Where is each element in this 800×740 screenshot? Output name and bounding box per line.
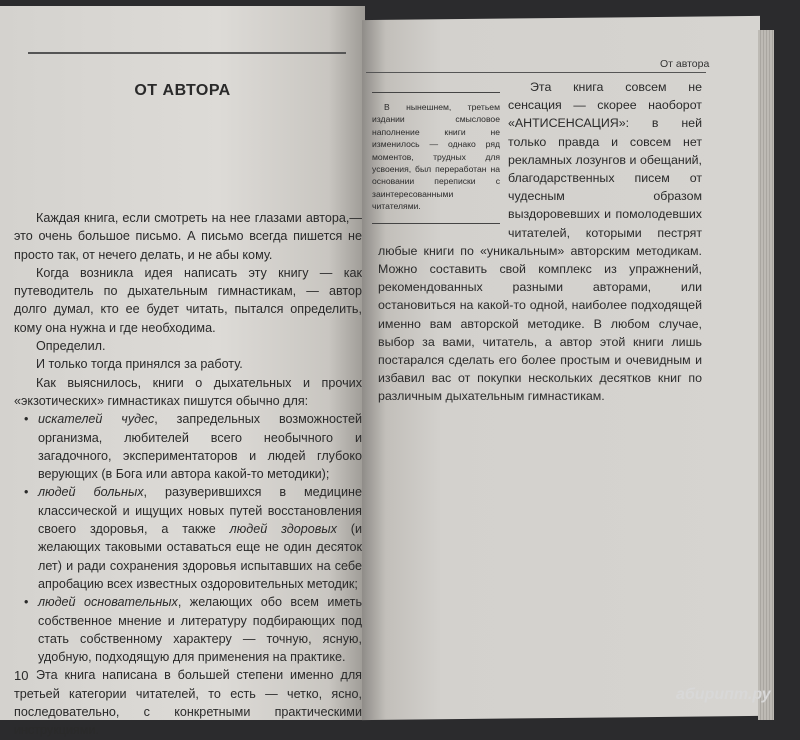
list-item-text: (и желающих таковыми оставаться еще не один десяток лет) и ради сохранения здоровья испытавших на себе апробацию всех известных оздоровительных методик;	[38, 522, 362, 591]
list-item-text: , запредельных возможностей организма, любителей всего необычного и загадочного, экспериментаторов и людей глубоко верующих (в Бога или автора какой-то методики);	[38, 412, 363, 482]
paragraph: Эта книга написана в большей степени именно для третьей категории читателей, то есть — четко, ясно, последовательно, с конкретными практическими инструкциями.	[14, 668, 362, 738]
list-item-emphasis: искателей чудес	[38, 412, 155, 427]
left-page-text	[14, 209, 362, 740]
paragraph: Как выяснилось, книги о дыхательных и прочих «экзотических» гимнастиках пишутся обычно для:	[14, 375, 362, 408]
left-page	[0, 6, 365, 738]
list-item-text: , желающих обо всем иметь собственное мнение и литературу подбирающих под стать собственному характеру — точную, ясную, удобную, подходящую для применения на практике.	[38, 595, 363, 665]
list-item-emphasis: людей здоровых	[229, 522, 337, 537]
list-item-text: , разуверившихся в медицине классической и ищущих новых путей восстановления своего здоровья, а также	[38, 485, 362, 537]
paragraph: Эта книга совсем не сенсация — скорее наоборот «АНТИСЕНСАЦИЯ»: в ней только правда и совсем нет рекламных лозунгов и обещаний, благодарственных писем от чудесным образом выздоровевших и помолодевших читателей, которыми пестрят любые книги по «уникальным» авторским методикам. Можно составить свой комплекс из упражнений, рекомендованных разными авторами, или остановиться на какой-то одной, наиболее подходящей именно вам авторской методике. В любом случае, выбор за вами, читатель, а автор этой книги лишь постарался сделать его более простым и очевидным и избавил вас от покупки нескольких десятков книг по различным дыхательным гимнастикам.	[378, 80, 702, 404]
page-number: 10	[14, 668, 29, 683]
paragraph: Каждая книга, если смотреть на нее глазами автора,— это очень большое письмо. А письмо всегда пишется не просто так, от нечего делать, и не абы кому.	[14, 211, 362, 262]
page-edges	[758, 30, 774, 720]
sidebar-note-text: В нынешнем, третьем издании смысловое наполнение книги не изменилось — однако ряд моментов, трудных для усвоения, был переработан на основании переписки с заинтересованными читателями.	[372, 102, 500, 212]
list-item-emphasis: людей больных	[38, 485, 144, 500]
watermark-logo: абирипт.ру	[676, 686, 771, 703]
reader-categories-list	[14, 410, 362, 666]
header-rule	[28, 52, 346, 54]
list-item	[38, 593, 362, 666]
running-head: От автора	[660, 58, 710, 70]
sidebar-note	[372, 92, 500, 224]
chapter-title: ОТ АВТОРА	[134, 82, 231, 99]
paragraph: И только тогда принялся за работу.	[36, 357, 243, 372]
paragraph: Когда возникла идея написать эту книгу — как путеводитель по дыхательным гимнастикам, — автор долго думал, кто ее будет читать, пытался определить, кому она нужна и где необходима.	[14, 265, 362, 335]
list-item	[38, 410, 362, 483]
paragraph: Определил.	[36, 339, 106, 354]
list-item	[38, 483, 362, 593]
header-rule	[366, 72, 706, 73]
list-item-emphasis: людей основательных	[38, 595, 178, 610]
right-page-text	[372, 78, 702, 406]
